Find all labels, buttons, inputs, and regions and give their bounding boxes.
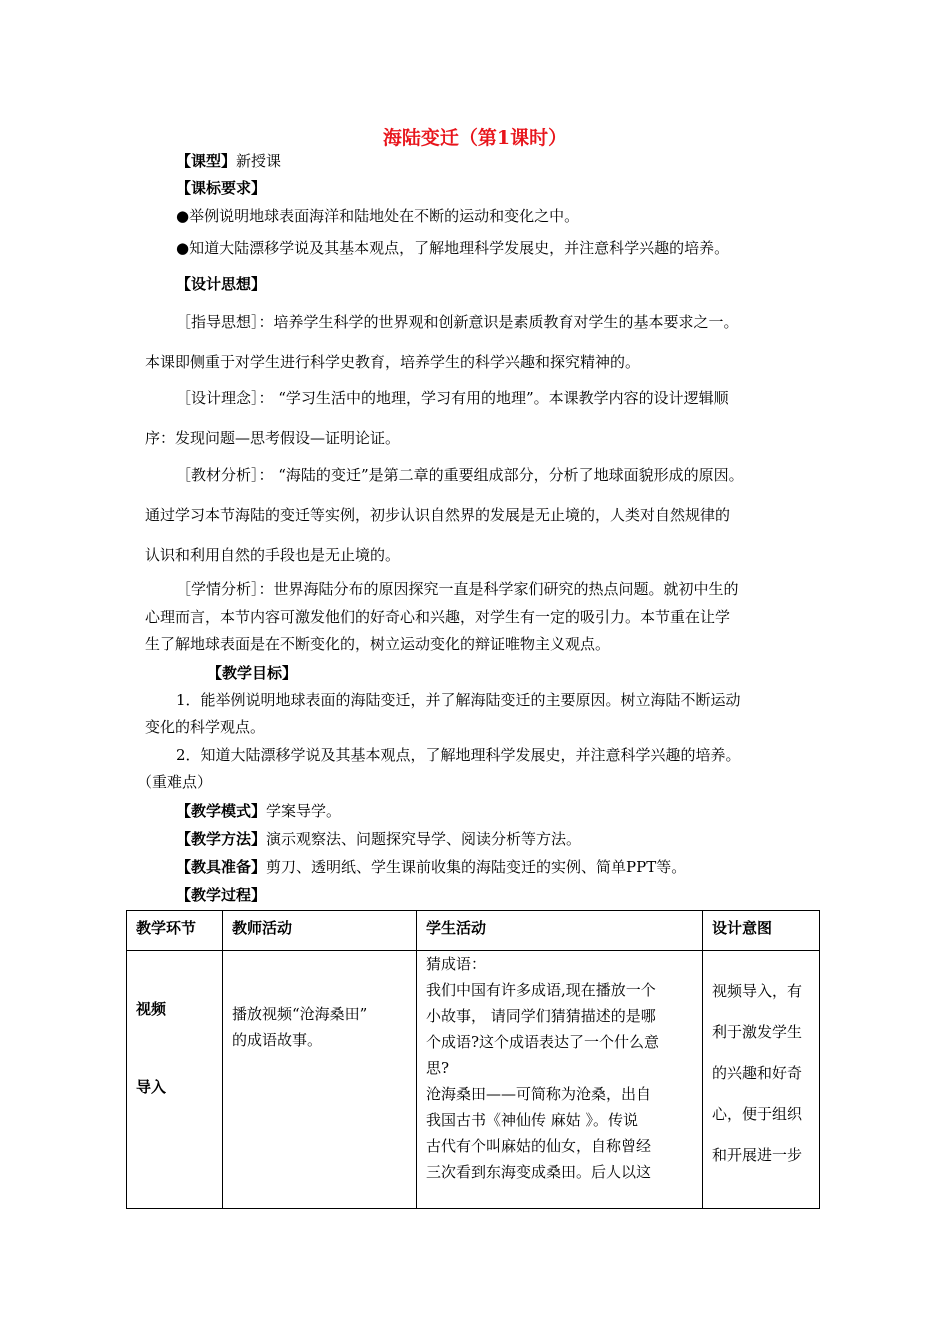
intent-text: 心，便于组织 bbox=[712, 1105, 803, 1123]
concept-text: 序：发现问题—思考假设—证明论证。 bbox=[145, 429, 401, 447]
objective-text: 变化的科学观点。 bbox=[145, 718, 266, 736]
header-teacher: 教师活动 bbox=[232, 919, 293, 937]
stage-text: 视频 bbox=[136, 1000, 167, 1018]
material-text: 认识和利用自然的手段也是无止境的。 bbox=[145, 546, 401, 564]
material-text: ［教材分析］： “海陆的变迁”是第二章的重要组成部分，分析了地球面貌形成的原因。 bbox=[176, 466, 744, 484]
students-text: ［学情分析］：世界海陆分布的原因探究一直是科学家们研究的热点问题。就初中生的 bbox=[176, 580, 739, 598]
course-type-value: 新授课 bbox=[236, 152, 282, 170]
student-cell bbox=[417, 951, 703, 1209]
concept-text: ［设计理念］： “学习生活中的地理，学习有用的地理”。本课教学内容的设计逻辑顺 bbox=[176, 389, 729, 407]
method-label: 【教学方法】 bbox=[176, 830, 267, 848]
student-text: 猜成语： bbox=[426, 955, 487, 973]
tools-value: 剪刀、透明纸、学生课前收集的海陆变迁的实例、简单PPT等。 bbox=[266, 858, 687, 876]
table-header-row bbox=[127, 911, 820, 951]
mode-value: 学案导学。 bbox=[266, 802, 342, 820]
teaching-mode bbox=[176, 801, 341, 821]
course-type bbox=[176, 151, 281, 171]
header-cell bbox=[223, 911, 417, 951]
student-text: 小故事， 请同学们猜猜描述的是哪 bbox=[426, 1007, 656, 1025]
teacher-cell bbox=[223, 951, 417, 1209]
intent-cell bbox=[703, 951, 820, 1209]
process-table bbox=[126, 910, 820, 1209]
intent-text: 视频导入，有 bbox=[712, 982, 803, 1000]
mode-label: 【教学模式】 bbox=[176, 802, 267, 820]
guiding-text: ［指导思想］：培养学生科学的世界观和创新意识是素质教育对学生的基本要求之一。 bbox=[176, 313, 739, 331]
course-type-label: 【课型】 bbox=[176, 152, 237, 170]
student-text: 我们中国有许多成语,现在播放一个 bbox=[426, 981, 656, 999]
method-value: 演示观察法、问题探究导学、阅读分析等方法。 bbox=[266, 830, 582, 848]
teacher-text: 播放视频“沧海桑田” bbox=[232, 1005, 368, 1023]
material-text: 通过学习本节海陆的变迁等实例，初步认识自然界的发展是无止境的，人类对自然规律的 bbox=[145, 506, 731, 524]
header-intent: 设计意图 bbox=[712, 919, 773, 937]
teacher-text: 的成语故事。 bbox=[232, 1031, 323, 1049]
intent-text: 和开展进一步 bbox=[712, 1146, 803, 1164]
header-student: 学生活动 bbox=[426, 919, 487, 937]
objective-text: （重难点） bbox=[137, 773, 213, 791]
header-stage: 教学环节 bbox=[136, 919, 197, 937]
student-text: 三次看到东海变成桑田。后人以这 bbox=[426, 1163, 652, 1181]
stage-text: 导入 bbox=[136, 1078, 167, 1096]
students-text: 生了解地球表面是在不断变化的，树立运动变化的辩证唯物主义观点。 bbox=[145, 635, 611, 653]
process-heading: 【教学过程】 bbox=[176, 886, 267, 904]
teaching-method bbox=[176, 829, 581, 849]
students-text: 心理而言，本节内容可激发他们的好奇心和兴趣，对学生有一定的吸引力。本节重在让学 bbox=[145, 608, 731, 626]
table-row bbox=[127, 951, 820, 1209]
student-text: 沧海桑田——可简称为沧桑，出自 bbox=[426, 1085, 652, 1103]
objectives-heading: 【教学目标】 bbox=[207, 664, 298, 682]
student-text: 个成语?这个成语表达了一个什么意 bbox=[426, 1033, 660, 1051]
student-text: 古代有个叫麻姑的仙女，自称曾经 bbox=[426, 1137, 652, 1155]
header-cell bbox=[417, 911, 703, 951]
student-text: 思? bbox=[426, 1059, 450, 1077]
intent-text: 的兴趣和好奇 bbox=[712, 1064, 803, 1082]
curriculum-item: ●举例说明地球表面海洋和陆地处在不断的运动和变化之中。 bbox=[176, 207, 580, 225]
intent-text: 利于激发学生 bbox=[712, 1023, 803, 1041]
guiding-text: 本课即侧重于对学生进行科学史教育，培养学生的科学兴趣和探究精神的。 bbox=[145, 353, 641, 371]
objective-text: 1．能举例说明地球表面的海陆变迁，并了解海陆变迁的主要原因。树立海陆不断运动 bbox=[176, 691, 741, 709]
page-title: 海陆变迁（第1课时） bbox=[382, 127, 568, 149]
curriculum-item: ●知道大陆漂移学说及其基本观点，了解地理科学发展史，并注意科学兴趣的培养。 bbox=[176, 239, 730, 257]
stage-cell bbox=[127, 951, 223, 1209]
student-text: 我国古书《神仙传 麻姑 》。传说 bbox=[426, 1111, 639, 1129]
header-cell bbox=[703, 911, 820, 951]
objective-text: 2．知道大陆漂移学说及其基本观点，了解地理科学发展史，并注意科学兴趣的培养。 bbox=[176, 746, 741, 764]
teaching-tools bbox=[176, 857, 686, 877]
design-heading: 【设计思想】 bbox=[176, 275, 267, 293]
curriculum-heading: 【课标要求】 bbox=[176, 179, 267, 197]
header-cell bbox=[127, 911, 223, 951]
tools-label: 【教具准备】 bbox=[176, 858, 267, 876]
